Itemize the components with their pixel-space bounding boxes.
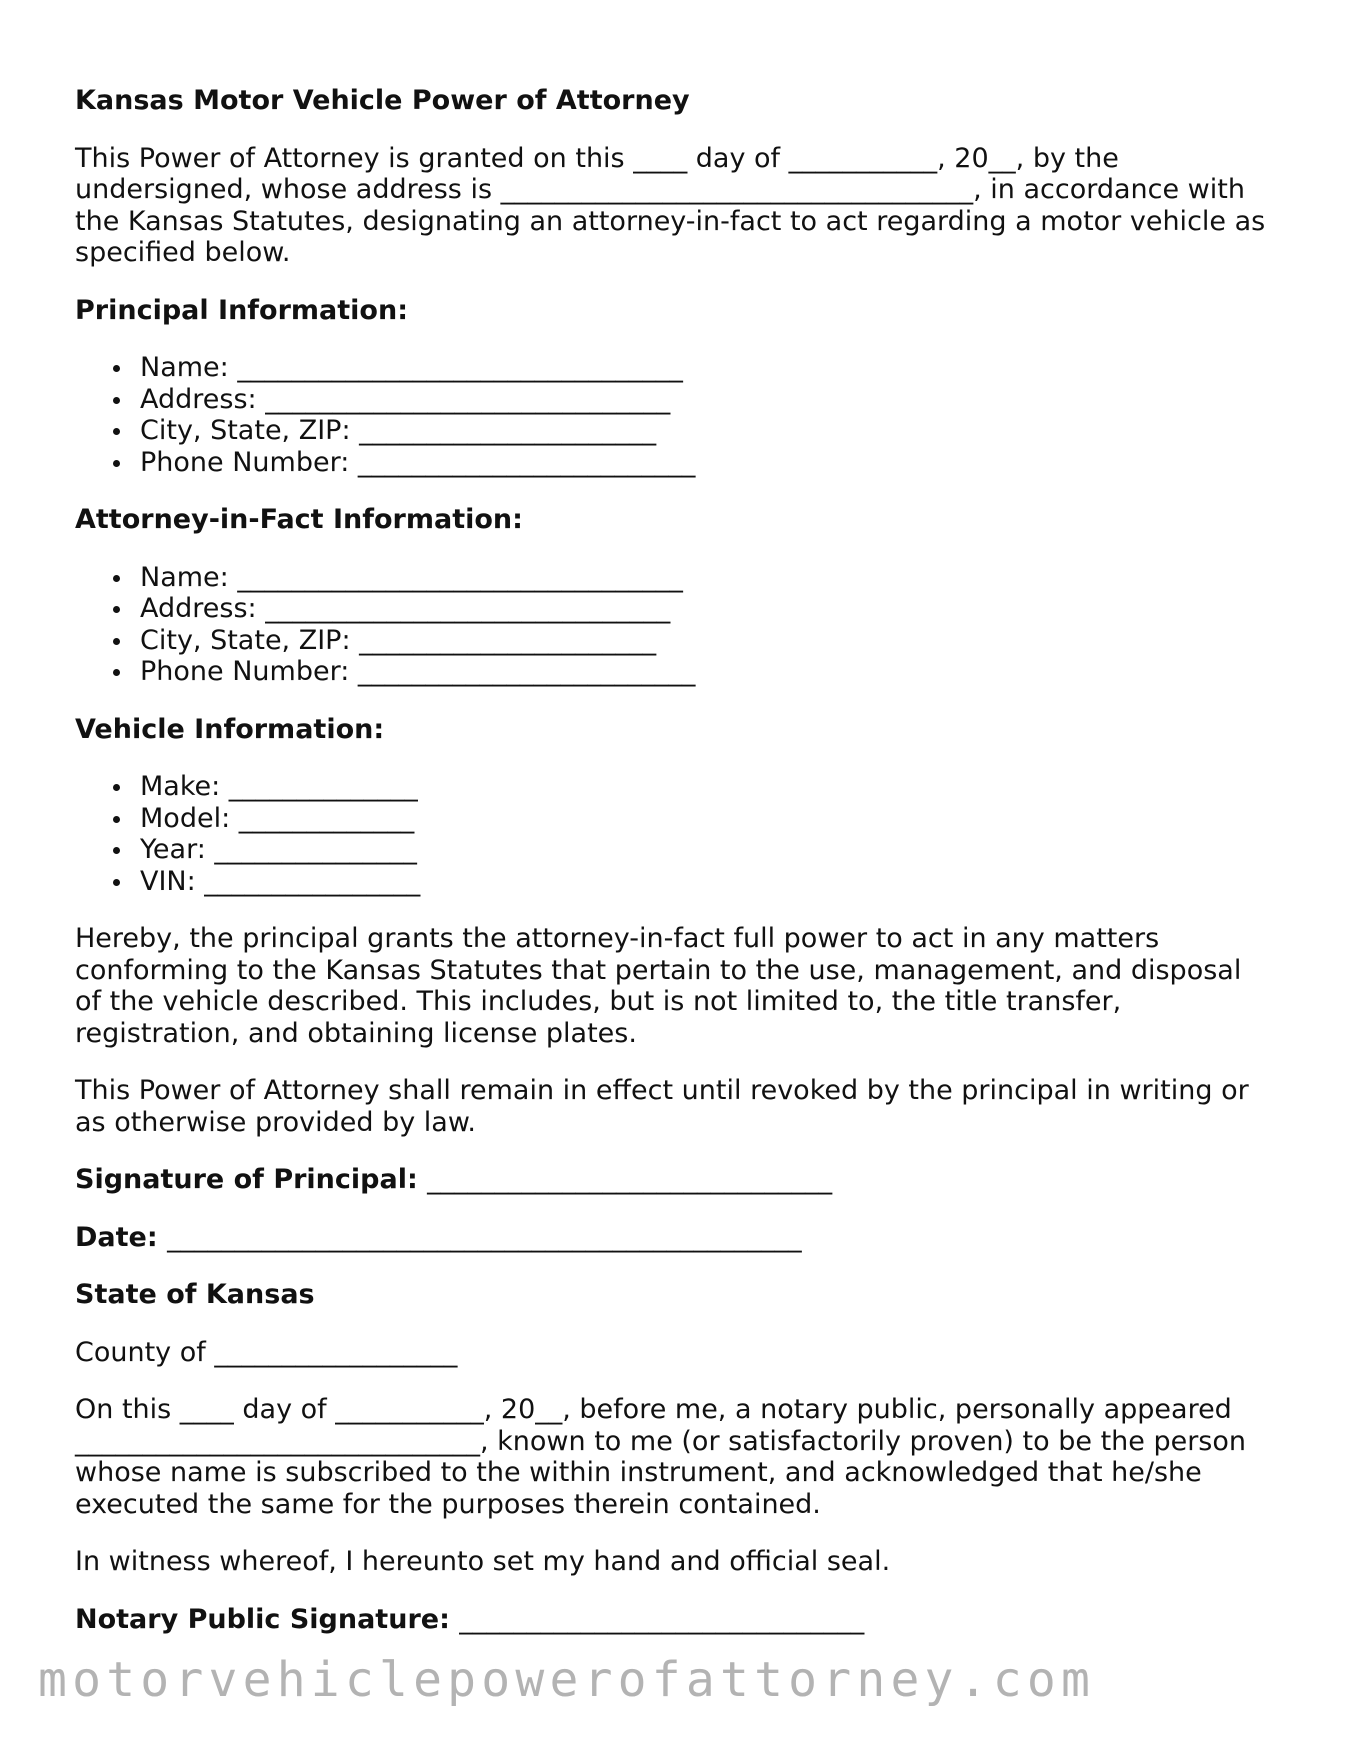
vehicle-vin-field: VIN: ________________ — [75, 866, 1275, 898]
vehicle-make-field: Make: ______________ — [75, 771, 1275, 803]
principal-fields — [75, 352, 1275, 478]
date-blank: _______________________________________________ — [167, 1221, 802, 1253]
attorney-city-state-zip-field: City, State, ZIP: ______________________ — [75, 625, 1275, 657]
principal-signature-blank: ______________________________ — [427, 1164, 833, 1195]
county-line: County of __________________ — [75, 1336, 458, 1368]
notary-signature-line — [75, 1604, 1275, 1636]
attorney-name-field: Name: _________________________________ — [75, 562, 1275, 594]
notary-signature-blank: ______________________________ — [459, 1603, 865, 1635]
vehicle-heading: Vehicle Information: — [75, 713, 385, 745]
principal-city-state-zip-field: City, State, ZIP: ______________________ — [75, 415, 1275, 447]
attorney-phone-field: Phone Number: _________________________ — [75, 656, 1275, 688]
intro-paragraph: This Power of Attorney is granted on this ____ day of ___________, 20__, by the undersigned, whose address is ___________________________________, in accordance with the Kansas Statutes, designating an attorney-in-fact to act regarding a motor vehicle as specified below. — [75, 142, 1266, 268]
document-title: Kansas Motor Vehicle Power of Attorney — [75, 85, 690, 116]
principal-heading: Principal Information: — [75, 294, 409, 326]
duration-paragraph: This Power of Attorney shall remain in effect until revoked by the principal in writing or as otherwise provided by law. — [75, 1075, 1249, 1138]
principal-signature-label: Signature of Principal: — [75, 1164, 418, 1195]
vehicle-year-field: Year: _______________ — [75, 834, 1275, 866]
powers-paragraph: Hereby, the principal grants the attorney-in-fact full power to act in any matters conforming to the Kansas Statutes that pertain to the use, management, and disposal of the vehicle described. This includes, but is not limited to, the title transfer, registration, and obtaining license plates. — [75, 923, 1242, 1049]
attorney-fields — [75, 562, 1275, 688]
attorney-address-field: Address: ______________________________ — [75, 593, 1275, 625]
date-line — [75, 1222, 1275, 1254]
principal-signature-line — [75, 1164, 1275, 1196]
notary-paragraph: On this ____ day of ___________, 20__, before me, a notary public, personally appeared ______________________________, known to me (or satisfactorily proven) to be the person whose name is subscribed to the within instrument, and acknowledged that he/she executed the same for the purposes therein contained. — [75, 1394, 1247, 1520]
site-watermark: motorvehiclepowerofattorney.com — [38, 1652, 1096, 1708]
principal-name-field: Name: _________________________________ — [75, 352, 1275, 384]
date-label: Date: — [75, 1221, 158, 1253]
vehicle-fields — [75, 771, 1275, 897]
principal-phone-field: Phone Number: _________________________ — [75, 447, 1275, 479]
attorney-heading: Attorney-in-Fact Information: — [75, 504, 523, 535]
principal-address-field: Address: ______________________________ — [75, 384, 1275, 416]
state-heading: State of Kansas — [75, 1279, 315, 1310]
witness-paragraph: In witness whereof, I hereunto set my hand and official seal. — [75, 1546, 891, 1577]
vehicle-model-field: Model: _____________ — [75, 803, 1275, 835]
notary-signature-label: Notary Public Signature: — [75, 1603, 450, 1635]
document-page — [75, 85, 1275, 1661]
